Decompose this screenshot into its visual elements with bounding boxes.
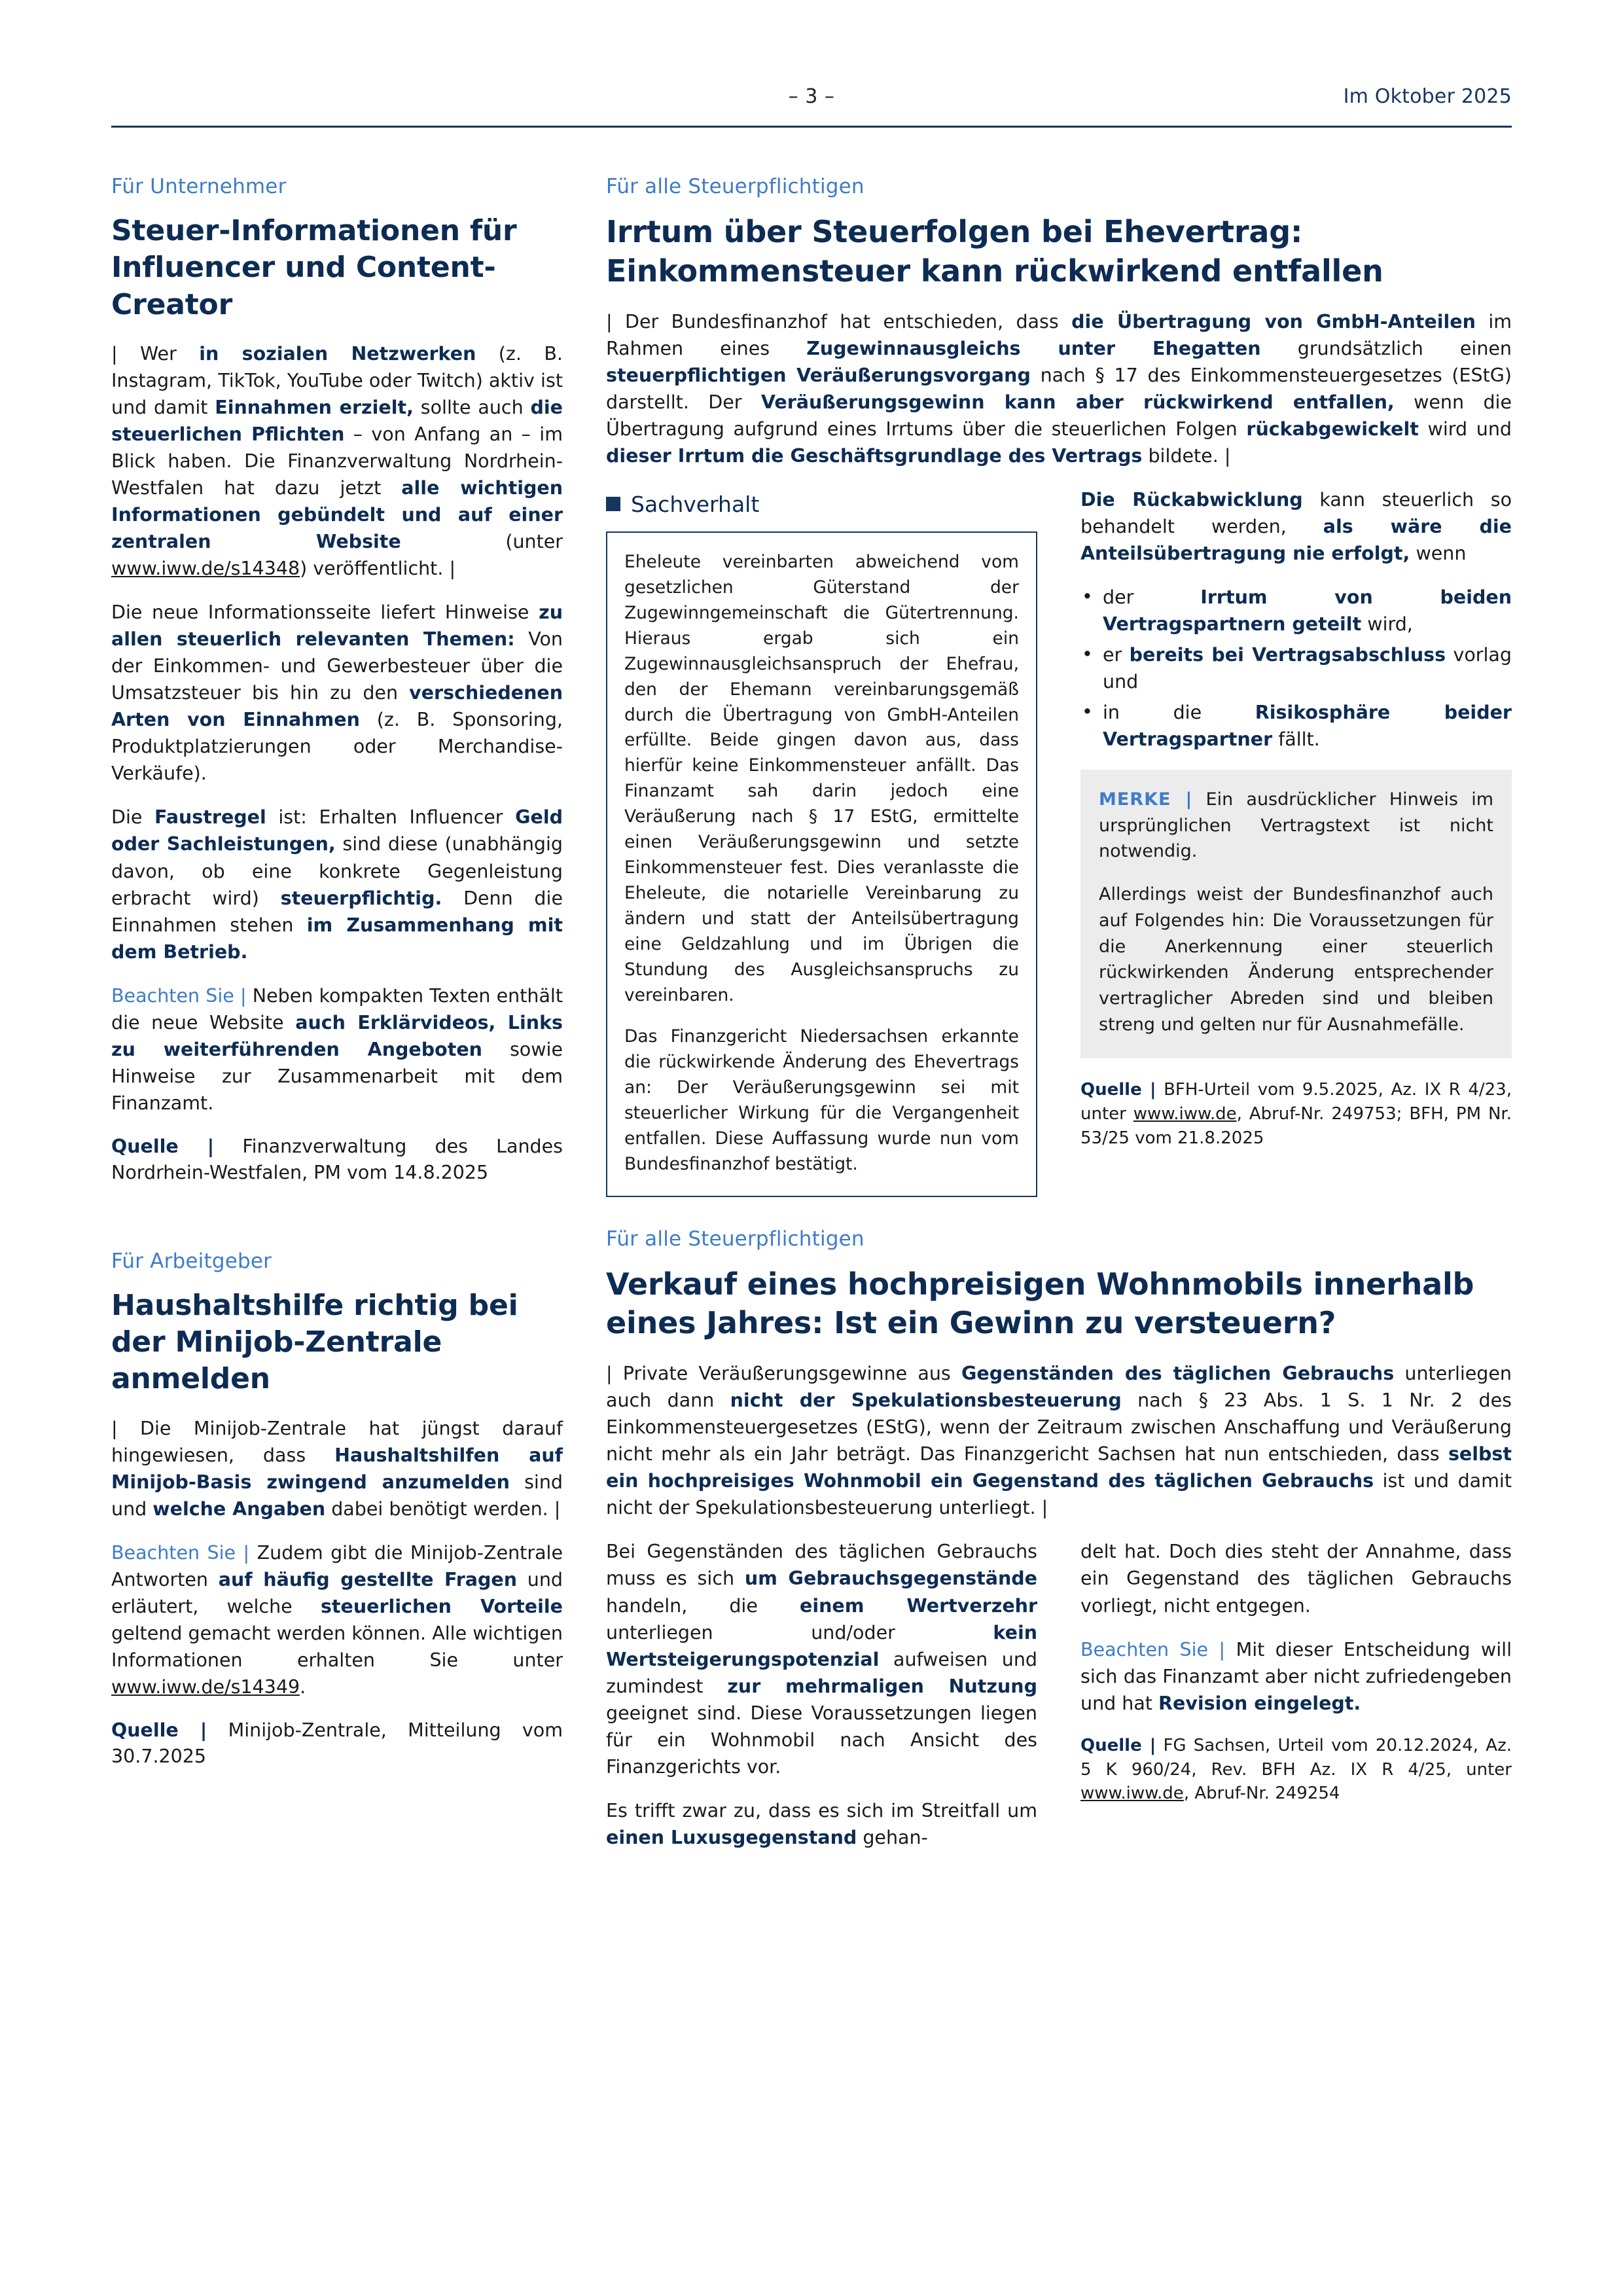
text-run-bold: kein Wertsteigerungspotenzial xyxy=(606,1621,1037,1670)
text-run: handeln, die xyxy=(606,1594,800,1617)
page-columns xyxy=(111,175,1512,1868)
list-item xyxy=(1103,584,1512,637)
text-run-bold: alle wichtigen Informationen gebündelt und auf einer zentralen Website xyxy=(111,477,563,553)
text-run: der xyxy=(1103,586,1201,608)
text-run: vorlag und xyxy=(1103,643,1512,692)
text-run: (unter xyxy=(401,531,563,553)
text-run-bold: Risikosphäre beider Vertragspartner xyxy=(1103,702,1512,751)
article-subcolumns xyxy=(606,1538,1512,1867)
conditions-list xyxy=(1080,584,1512,753)
text-run-bold: Einnahmen erzielt, xyxy=(215,397,414,418)
list-item xyxy=(1103,641,1512,695)
text-run: ist: Erhalten Influencer xyxy=(266,806,516,829)
text-run: bildete. | xyxy=(1142,444,1231,467)
article-paragraph xyxy=(111,1415,563,1522)
text-run: nach § 17 des Einkommensteuergesetzes (EStG) darstellt. Der xyxy=(606,364,1512,413)
text-run: Mit dieser Entscheidung will sich das Finanzamt aber nicht zufriedengeben und hat xyxy=(1080,1638,1512,1714)
source-label: Quelle | xyxy=(1080,1080,1156,1100)
article-haushaltshilfe xyxy=(111,1249,563,1770)
text-run: aufweisen und zumindest xyxy=(606,1648,1037,1697)
text-run: Zudem gibt die Minijob-Zentrale Antworten xyxy=(111,1541,563,1590)
source-label: Quelle | xyxy=(111,1719,207,1741)
text-run-bold: welche Angaben xyxy=(152,1498,326,1520)
text-run-bold: in sozialen Netzwerken xyxy=(199,342,476,365)
page-number: – 3 – xyxy=(788,85,835,108)
bullet-square-icon xyxy=(606,497,620,511)
iww-link[interactable]: www.iww.de/s14349 xyxy=(111,1676,300,1698)
text-run-bold: dieser Irrtum die Geschäftsgrundlage des Vertrags xyxy=(606,444,1143,467)
source-text: Minijob-Zentrale, Mitteilung vom 30.7.2025 xyxy=(111,1719,563,1768)
text-run: – von Anfang an – im Blick haben. Die Finanzverwaltung Nordrhein-Westfalen hat dazu jetzt xyxy=(111,423,563,499)
text-run: er xyxy=(1103,643,1130,666)
article-headline: Irrtum über Steuerfolgen bei Ehevertrag: Einkommensteuer kann rückwirkend entfallen xyxy=(606,214,1383,289)
text-run-bold: als wäre die Anteilsübertragung nie erfolgt, xyxy=(1080,515,1512,564)
article-paragraph xyxy=(111,599,563,787)
text-run: nach § 23 Abs. 1 S. 1 Nr. 2 des Einkommensteuergesetzes (EStG), wenn der Zeitraum zwischen Anschaffung und Veräußerung nicht mehr als ein Jahr beträgt. Das Finanzgericht Sachsen hat nun entschieden, dass xyxy=(606,1390,1512,1465)
list-item xyxy=(1103,699,1512,753)
subcolumn-right xyxy=(1080,1538,1512,1823)
text-run-bold: die Übertragung von GmbH-Anteilen xyxy=(1071,310,1476,332)
text-run-bold: Faustregel xyxy=(154,806,266,829)
text-run-bold: Revision eingelegt. xyxy=(1158,1692,1361,1714)
text-run: unterliegen auch dann xyxy=(606,1363,1512,1412)
sachverhalt-paragraph: Das Finanzgericht Niedersachsen erkannte die rückwirkende Änderung des Ehevertrags an: Der Veräußerungsgewinn sei mit steuerlicher Wirkung für die Vergangenheit entfallen. Diese Auffassung wurde nun vom Bundesfinanzhof bestätigt. xyxy=(624,1026,1019,1174)
source-text: Finanzverwaltung des Landes Nordrhein-Westfalen, PM vom 14.8.2025 xyxy=(111,1135,563,1184)
left-column xyxy=(111,175,563,1787)
article-paragraph xyxy=(111,804,563,965)
spacer xyxy=(111,1204,563,1249)
iww-link[interactable]: www.iww.de xyxy=(1080,1784,1184,1804)
merke-label: MERKE | xyxy=(1099,789,1193,810)
text-run-bold: Haushaltshilfen auf Minijob-Basis zwingend anzumelden xyxy=(111,1444,563,1493)
note-lead: Beachten Sie | xyxy=(1080,1638,1226,1660)
article-source xyxy=(111,1717,563,1770)
text-run-bold: steuerlichen Vorteile xyxy=(320,1595,563,1617)
article-paragraph-note xyxy=(111,1539,563,1700)
text-run: geeignet sind. Diese Voraussetzungen liegen für ein Wohnmobil nach Ansicht des Finanzgerichts vor. xyxy=(606,1702,1037,1778)
text-run: unterliegen und/oder xyxy=(606,1621,993,1643)
text-run: wenn xyxy=(1410,542,1467,564)
article-headline: Haushaltshilfe richtig bei der Minijob-Zentrale anmelden xyxy=(111,1288,518,1396)
article-paragraph xyxy=(606,1797,1037,1851)
text-run-bold: auch Erklärvideos, Links zu weiterführenden Angeboten xyxy=(111,1011,563,1060)
text-run: (z. B. Sponsoring, Produktplatzierungen oder Merchandise-Verkäufe). xyxy=(111,709,563,785)
spacer xyxy=(606,1197,1512,1227)
issue-date: Im Oktober 2025 xyxy=(1343,85,1512,108)
text-run-bold: Gegenständen des täglichen Gebrauchs xyxy=(961,1363,1395,1385)
text-run: geltend gemacht werden können. Alle wichtigen Informationen erhalten Sie unter xyxy=(111,1622,563,1671)
article-lead xyxy=(606,308,1512,469)
text-run-bold: im Zusammenhang mit dem Betrieb. xyxy=(111,914,563,963)
right-column xyxy=(606,175,1512,1868)
text-run: BFH-Urteil vom 9.5.2025, Az. IX R 4/23, unter xyxy=(1080,1080,1512,1124)
text-run-bold: selbst ein hochpreisiges Wohnmobil ein Gegenstand des täglichen Gebrauchs xyxy=(606,1443,1512,1492)
text-run: ist und damit nicht der Spekulationsbesteuerung unterliegt. | xyxy=(606,1470,1512,1519)
text-run-bold: Die Rückabwicklung xyxy=(1080,488,1303,511)
page-header xyxy=(111,85,1512,128)
article-subcolumns xyxy=(606,486,1512,1197)
note-lead: Beachten Sie | xyxy=(111,984,247,1007)
iww-link[interactable]: www.iww.de/s14348 xyxy=(111,558,300,580)
sachverhalt-label: Sachverhalt xyxy=(631,491,760,517)
article-source xyxy=(1080,1734,1512,1806)
text-run-bold: bereits bei Vertragsabschluss xyxy=(1129,643,1446,666)
article-paragraph xyxy=(1080,486,1512,567)
text-run: Neben kompakten Texten enthält die neue Website xyxy=(111,984,563,1033)
text-run: im Rahmen eines xyxy=(606,310,1512,359)
text-run-bold: verschiedenen Arten von Einnahmen xyxy=(111,682,563,731)
subcolumn-right xyxy=(1080,486,1512,1168)
sachverhalt-box xyxy=(606,531,1037,1197)
text-run-bold: steuerpflichtigen Veräußerungsvorgang xyxy=(606,364,1031,386)
text-run: grundsätzlich einen xyxy=(1260,337,1512,359)
text-run: | Der Bundesfinanzhof hat entschieden, dass xyxy=(606,310,1072,332)
text-run-bold: Irrtum von beiden Vertragspartnern geteilt xyxy=(1103,586,1512,635)
text-run: FG Sachsen, Urteil vom 20.12.2024, Az. 5 K 960/24, Rev. BFH Az. IX R 4/25, unter xyxy=(1080,1735,1512,1780)
text-run: wenn die Übertragung aufgrund eines Irrtums über die steuerlichen Folgen xyxy=(606,391,1512,440)
text-run-bold: rückabgewickelt xyxy=(1246,418,1419,440)
text-run: gehan- xyxy=(857,1826,928,1848)
text-run: | Die Minijob-Zentrale hat jüngst darauf hingewiesen, dass xyxy=(111,1417,563,1466)
source-label: Quelle | xyxy=(1080,1735,1156,1755)
text-run: sollte auch xyxy=(413,397,531,418)
subcolumn-left xyxy=(606,1538,1037,1867)
article-source xyxy=(1080,1078,1512,1151)
text-run-bold: Zugewinnausgleichs unter Ehegatten xyxy=(806,337,1261,359)
text-run: wird, xyxy=(1361,613,1413,635)
text-run-bold: einen Luxusgegenstand xyxy=(606,1826,857,1848)
text-run: Die xyxy=(111,806,154,829)
text-run: Von der Einkommen- und Gewerbesteuer über die Umsatzsteuer bis hin zu den xyxy=(111,628,563,704)
text-run: in die xyxy=(1103,702,1255,723)
text-run: , Abruf-Nr. 249254 xyxy=(1183,1784,1340,1804)
text-run: Denn die Einnahmen stehen xyxy=(111,887,563,936)
merke-paragraph: Allerdings weist der Bundesfinanzhof auch auf Folgendes hin: Die Voraussetzungen für die Anerkennung einer steuerlich rückwirkenden Änderung entsprechender vertraglicher Abreden sind und bleiben streng und gelten nur für Ausnahmefälle. xyxy=(1099,884,1493,1035)
text-run: Ein ausdrücklicher Hinweis im ursprünglichen Vertragstext ist nicht notwendig. xyxy=(1099,789,1493,862)
text-run: Die neue Informationsseite liefert Hinweise xyxy=(111,601,539,624)
sachverhalt-heading xyxy=(606,492,1037,517)
text-run-bold: die steuerlichen Pflichten xyxy=(111,397,563,446)
text-run: dabei benötigt werden. | xyxy=(325,1498,561,1520)
text-run-bold: nicht der Spekulationsbesteuerung xyxy=(730,1390,1122,1412)
text-run: und erläutert, welche xyxy=(111,1568,563,1617)
article-paragraph xyxy=(111,340,563,582)
text-run: sind diese (unabhängig davon, ob eine konkrete Gegenleistung erbracht wird) xyxy=(111,833,563,909)
article-paragraph-note xyxy=(1080,1636,1512,1717)
merke-paragraph xyxy=(1099,787,1493,865)
text-run: . xyxy=(300,1676,306,1698)
article-influencer xyxy=(111,175,563,1187)
source-label: Quelle | xyxy=(111,1135,215,1157)
article-paragraph: delt hat. Doch dies steht der Annahme, dass ein Gegenstand des täglichen Gebrauchs vorliegt, nicht entgegen. xyxy=(1080,1541,1512,1617)
text-run-bold: zur mehrmaligen Nutzung xyxy=(727,1675,1037,1697)
article-paragraph-note xyxy=(111,982,563,1117)
text-run-bold: steuerpflichtig. xyxy=(280,887,442,909)
text-run: kann steuerlich so behandelt werden, xyxy=(1080,488,1512,537)
article-lead xyxy=(606,1360,1512,1521)
article-kicker: Für Unternehmer xyxy=(111,175,287,198)
text-run: sowie Hinweise zur Zusammenarbeit mit dem Finanzamt. xyxy=(111,1038,563,1114)
article-headline: Verkauf eines hochpreisigen Wohnmobils innerhalb eines Jahres: Ist ein Gewinn zu versteuern? xyxy=(606,1266,1474,1341)
iww-link[interactable]: www.iww.de xyxy=(1133,1104,1237,1124)
text-run-bold: auf häufig gestellte Fragen xyxy=(218,1568,518,1590)
text-run: wird und xyxy=(1418,418,1512,440)
article-source xyxy=(111,1134,563,1187)
article-kicker: Für Arbeitgeber xyxy=(111,1249,272,1273)
text-run: | Wer xyxy=(111,342,200,365)
text-run: | Private Veräußerungsgewinne aus xyxy=(606,1363,961,1385)
subcolumn-left xyxy=(606,486,1037,1197)
text-run-bold: einem Wertverzehr xyxy=(799,1594,1037,1617)
text-run-bold: Geld oder Sachleistungen, xyxy=(111,806,563,855)
note-lead: Beachten Sie | xyxy=(111,1541,250,1564)
text-run: Bei Gegenständen des täglichen Gebrauchs muss es sich xyxy=(606,1541,1037,1590)
text-run: ) veröffentlicht. | xyxy=(300,558,456,580)
text-run-bold: zu allen steuerlich relevanten Themen: xyxy=(111,601,563,651)
sachverhalt-paragraph: Eheleute vereinbarten abweichend vom gesetzlichen Güterstand der Zugewinngemeinschaft die Gütertrennung. Hieraus ergab sich ein Zugewinnausgleichsanspruch der Ehefrau, den der Ehemann vereinbarungsgemäß durch die Übertragung von GmbH-Anteilen erfüllte. Beide gingen davon aus, dass hierfür keine Einkommensteuer anfällt. Das Finanzamt sah darin jedoch eine Veräußerung nach § 17 EStG, ermittelte einen Veräußerungsgewinn und setzte Einkommensteuer fest. Dies veranlasste die Eheleute, die notarielle Vereinbarung zu ändern und statt der Anteilsübertragung eine Geldzahlung und im Übrigen die Stundung des Ausgleichsanspruchs zu vereinbaren. xyxy=(624,551,1019,1005)
article-kicker: Für alle Steuerpflichtigen xyxy=(606,175,865,198)
article-kicker: Für alle Steuerpflichtigen xyxy=(606,1227,865,1251)
article-ehevertrag xyxy=(606,175,1512,1197)
text-run: sind und xyxy=(111,1471,563,1520)
article-headline: Steuer-Informationen für Influencer und Content-Creator xyxy=(111,214,517,321)
article-paragraph xyxy=(606,1538,1037,1780)
text-run: Es trifft zwar zu, dass es sich im Streitfall um xyxy=(606,1799,1037,1821)
text-run: , Abruf-Nr. 249753; BFH, PM Nr. 53/25 vom 21.8.2025 xyxy=(1080,1104,1512,1149)
merke-box xyxy=(1080,770,1512,1058)
text-run: fällt. xyxy=(1272,728,1320,751)
text-run: (z. B. Instagram, TikTok, YouTube oder Twitch) aktiv ist und damit xyxy=(111,342,563,418)
article-wohnmobil xyxy=(606,1227,1512,1868)
text-run-bold: um Gebrauchsgegenstände xyxy=(744,1568,1037,1590)
text-run-bold: Veräußerungsgewinn kann aber rückwirkend entfallen, xyxy=(760,391,1395,413)
